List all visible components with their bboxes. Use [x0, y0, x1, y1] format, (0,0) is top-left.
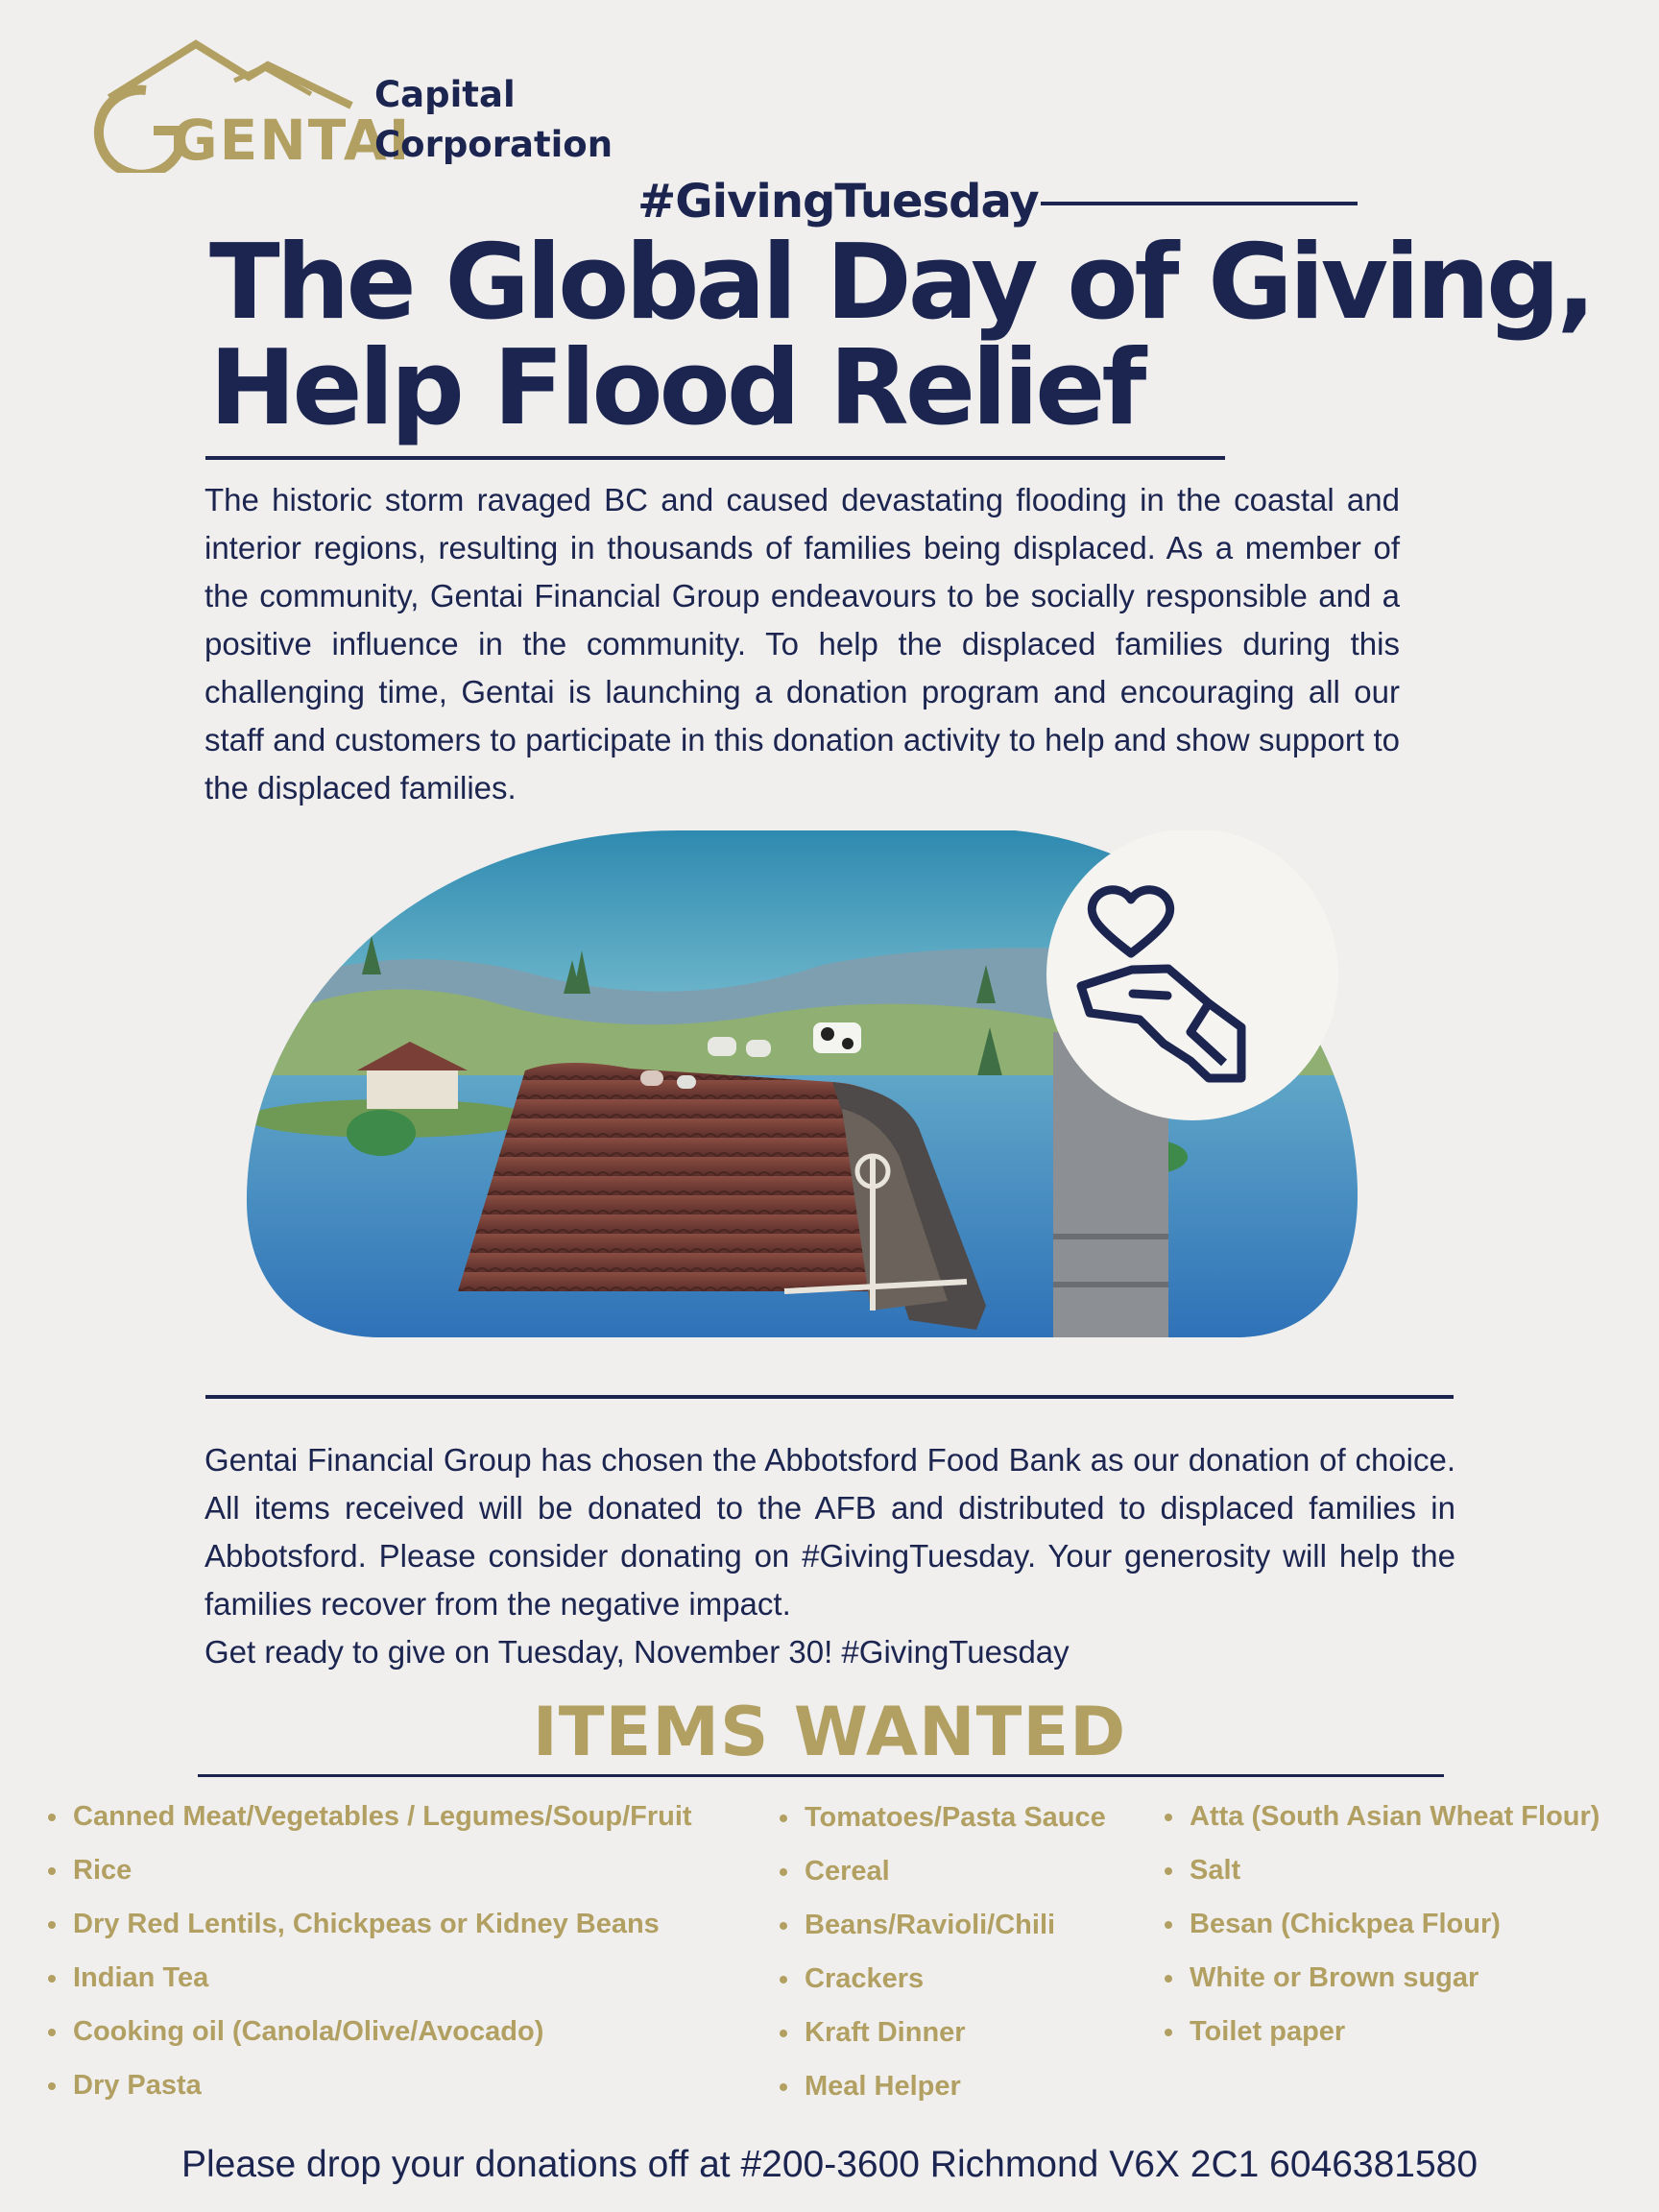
page-title-line-1: The Global Day of Giving,: [209, 223, 1593, 343]
list-item: Dry Red Lentils, Chickpeas or Kidney Beans: [46, 1903, 692, 1957]
list-item: Dry Pasta: [46, 2064, 692, 2118]
logo-wordmark: GENTAI: [172, 108, 412, 173]
page-title-line-2: Help Flood Relief: [209, 328, 1143, 448]
list-item: Meal Helper: [778, 2065, 1106, 2119]
list-item: Cooking oil (Canola/Olive/Avocado): [46, 2010, 692, 2064]
list-item: White or Brown sugar: [1163, 1957, 1599, 2010]
hashtag-label: #GivingTuesday: [637, 175, 1039, 228]
items-wanted-heading: ITEMS WANTED: [532, 1693, 1127, 1771]
section-divider: [205, 1395, 1454, 1399]
title-divider: [205, 456, 1225, 460]
list-item: Rice: [46, 1849, 692, 1903]
list-item: Kraft Dinner: [778, 2011, 1106, 2065]
list-item: Cereal: [778, 1850, 1106, 1904]
list-item: Indian Tea: [46, 1957, 692, 2010]
list-item: Tomatoes/Pasta Sauce: [778, 1796, 1106, 1850]
list-item: Atta (South Asian Wheat Flour): [1163, 1795, 1599, 1849]
heart-in-hand-icon: [1046, 830, 1338, 1120]
items-list-column-1: [46, 1795, 692, 2118]
items-list-column-2: [778, 1796, 1106, 2119]
hashtag-divider: [1041, 202, 1358, 205]
list-item: Salt: [1163, 1849, 1599, 1903]
flooded-barn-illustration: [247, 830, 1358, 1337]
donation-paragraph: Gentai Financial Group has chosen the Abbotsford Food Bank as our donation of choice. All items received will be donated to the AFB and distributed to displaced families in Abbotsford. Please consider donating on #GivingTuesday. Your generosity will help the families recover from the negative impact.: [204, 1442, 1455, 1622]
list-item: Toilet paper: [1163, 2010, 1599, 2064]
logo-caption-line-2: Corporation: [374, 124, 613, 165]
company-logo: [71, 38, 613, 173]
items-list-column-3: [1163, 1795, 1599, 2064]
items-divider: [198, 1774, 1444, 1777]
list-item: Besan (Chickpea Flour): [1163, 1903, 1599, 1957]
list-item: Crackers: [778, 1958, 1106, 2011]
logo-caption-line-1: Capital: [374, 74, 516, 115]
list-item: Canned Meat/Vegetables / Legumes/Soup/Fruit: [46, 1795, 692, 1849]
get-ready-line: Get ready to give on Tuesday, November 30! #GivingTuesday: [204, 1634, 1070, 1670]
intro-paragraph: The historic storm ravaged BC and caused devastating flooding in the coastal and interior regions, resulting in thousands of families being displaced. As a member of the community, Gentai Financial Group endeavours to be socially responsible and a positive influence in the community. To help the displaced families during this challenging time, Gentai is launching a donation program and encouraging all our staff and customers to participate in this donation activity to help and show support to the displaced families.: [204, 482, 1400, 805]
dropoff-address: Please drop your donations off at #200-3600 Richmond V6X 2C1 6046381580: [180, 2144, 1479, 2185]
list-item: Beans/Ravioli/Chili: [778, 1904, 1106, 1958]
